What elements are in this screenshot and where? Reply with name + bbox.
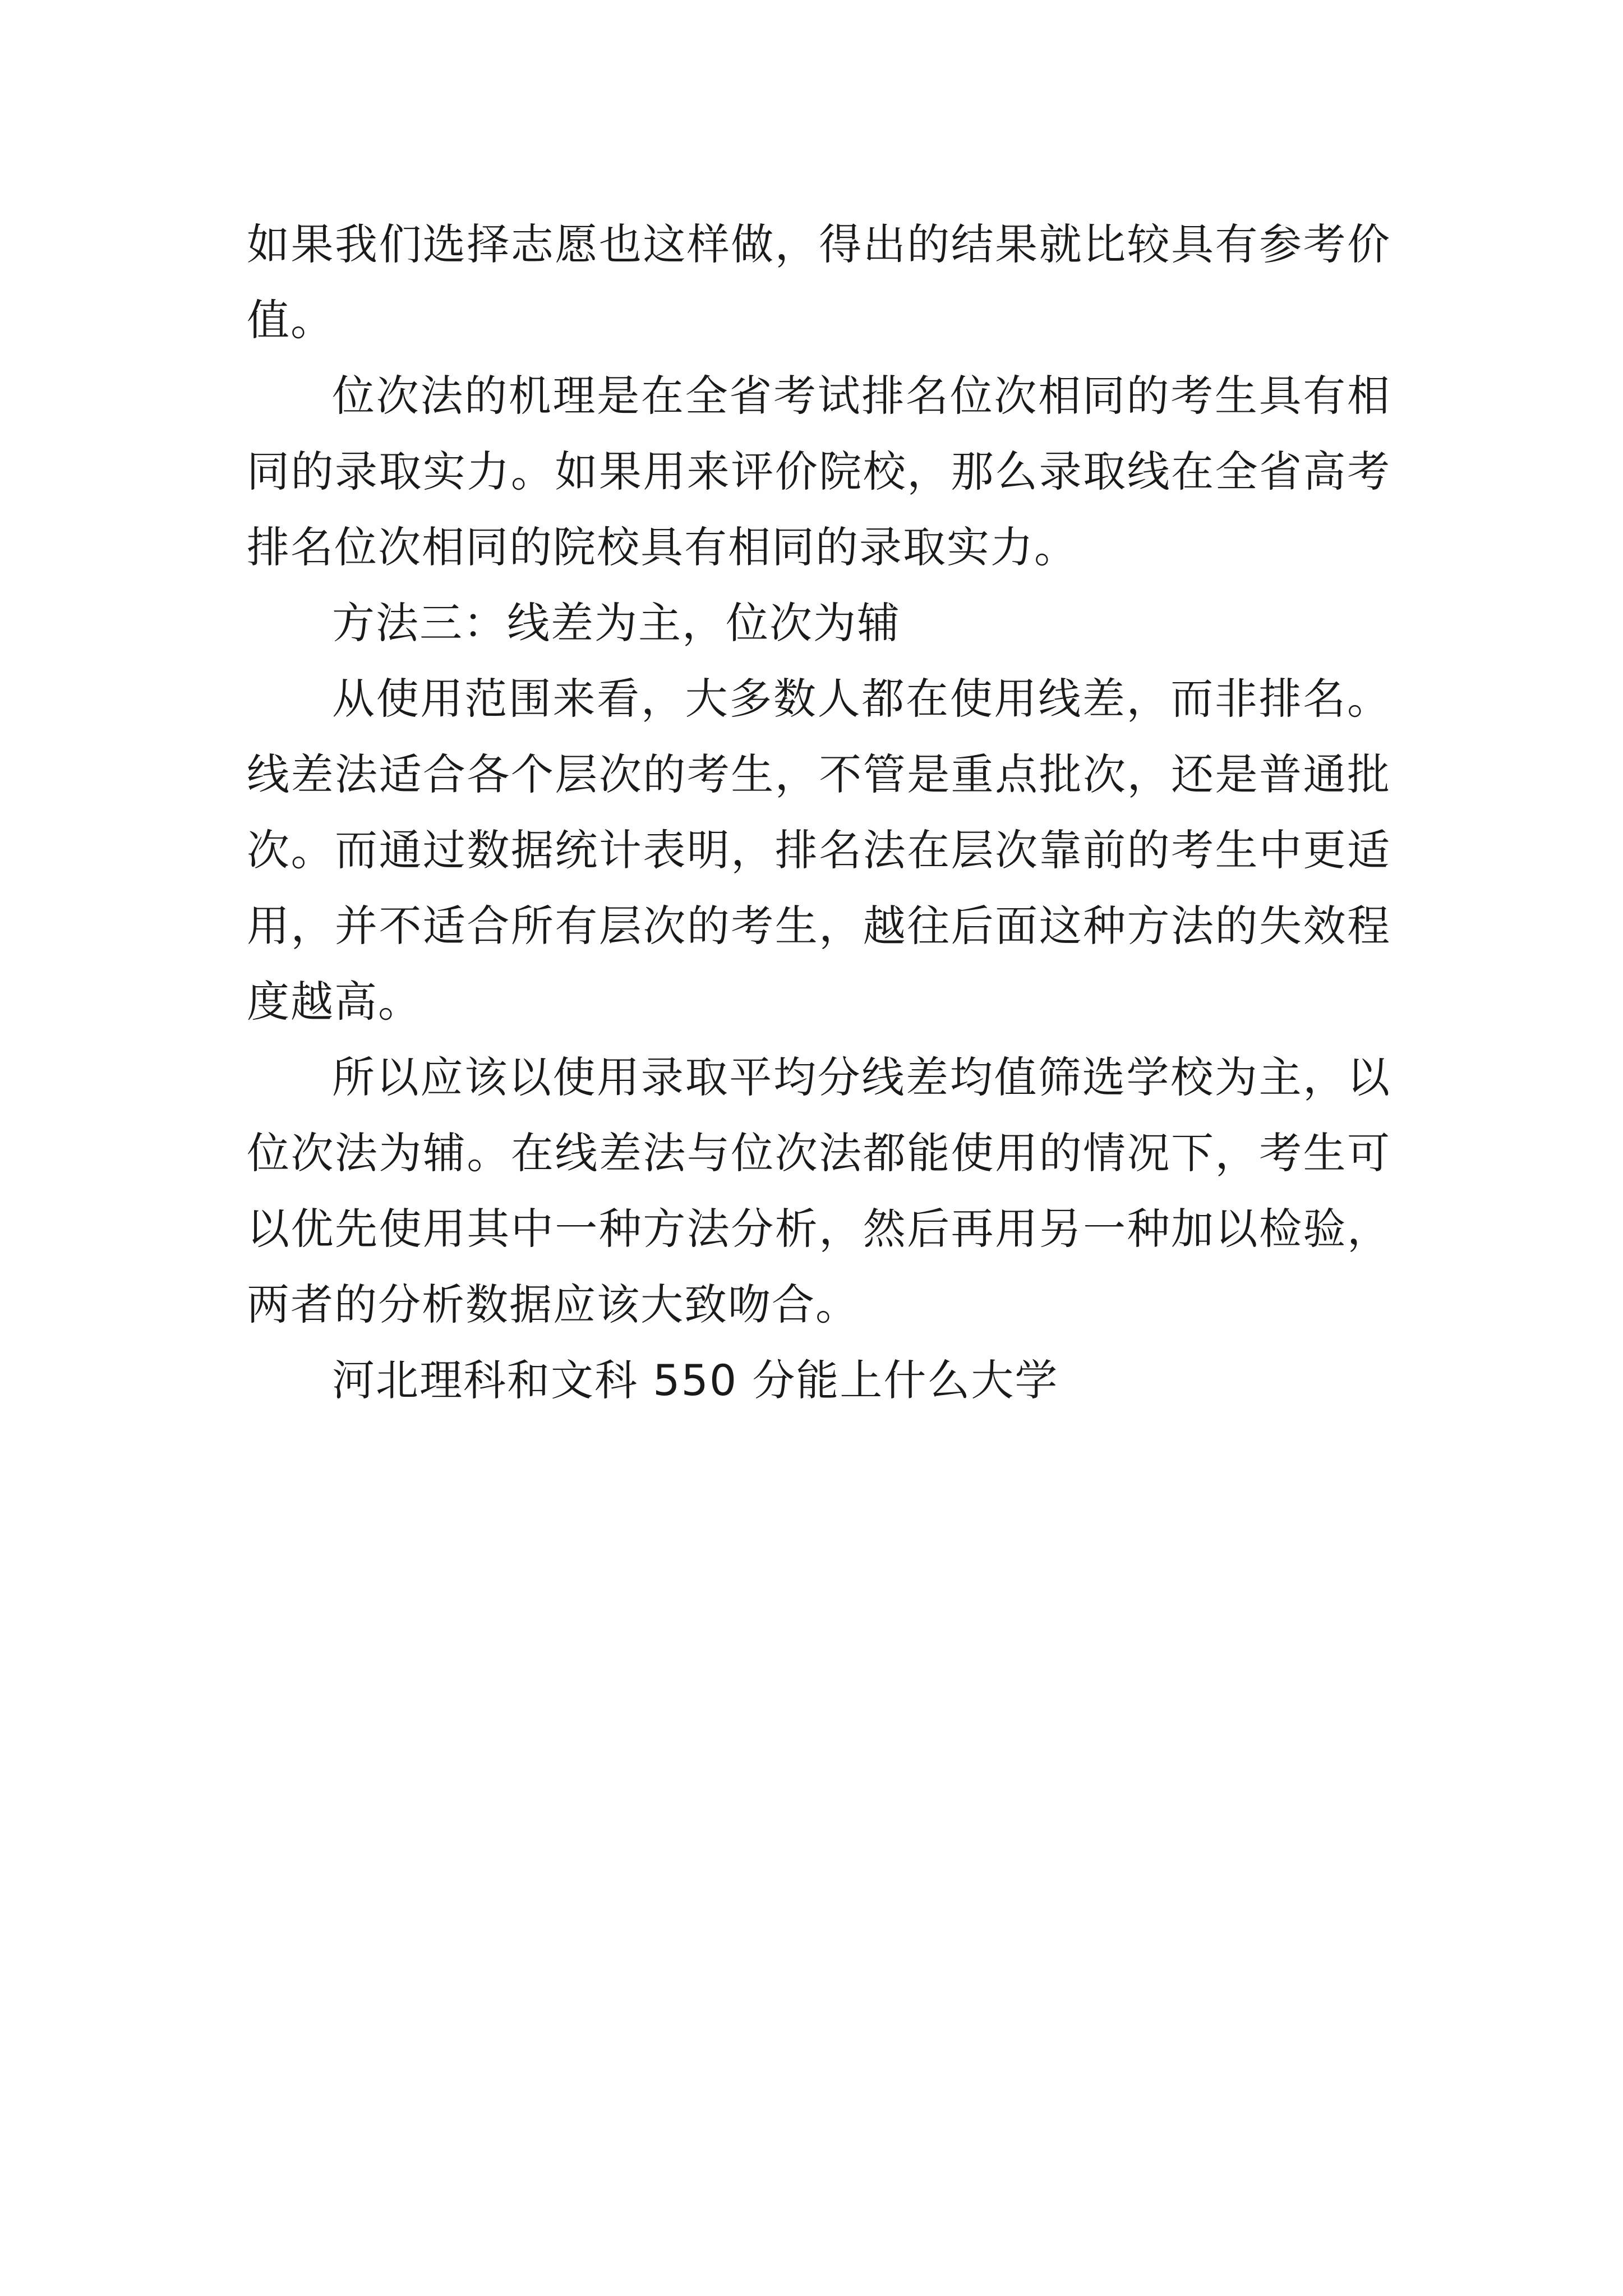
paragraph-usage-scope: 从使用范围来看，大多数人都在使用线差，而非排名。线差法适合各个层次的考生，不管是重点批次，还是普通批次。而通过数据统计表明，排名法在层次靠前的考生中更适用，并不适合所有层次的考生，越往后面这种方法的失效程度越高。 — [247, 674, 1391, 1027]
next-section-title: 河北理科和文科 550 分能上什么大学 — [332, 1355, 1059, 1405]
document-body — [247, 206, 1391, 1418]
section-heading-method-three: 方法三：线差为主，位次为辅 — [332, 598, 901, 648]
paragraph-conclusion: 所以应该以使用录取平均分线差均值筛选学校为主，以位次法为辅。在线差法与位次法都能使用的情况下，考生可以优先使用其中一种方法分析，然后再用另一种加以检验，两者的分析数据应该大致吻合。 — [247, 1052, 1391, 1329]
paragraph-rank-method: 位次法的机理是在全省考试排名位次相同的考生具有相同的录取实力。如果用来评价院校，那么录取线在全省高考排名位次相同的院校具有相同的录取实力。 — [247, 371, 1391, 572]
paragraph-continuation: 如果我们选择志愿也这样做，得出的结果就比较具有参考价值。 — [247, 219, 1391, 345]
